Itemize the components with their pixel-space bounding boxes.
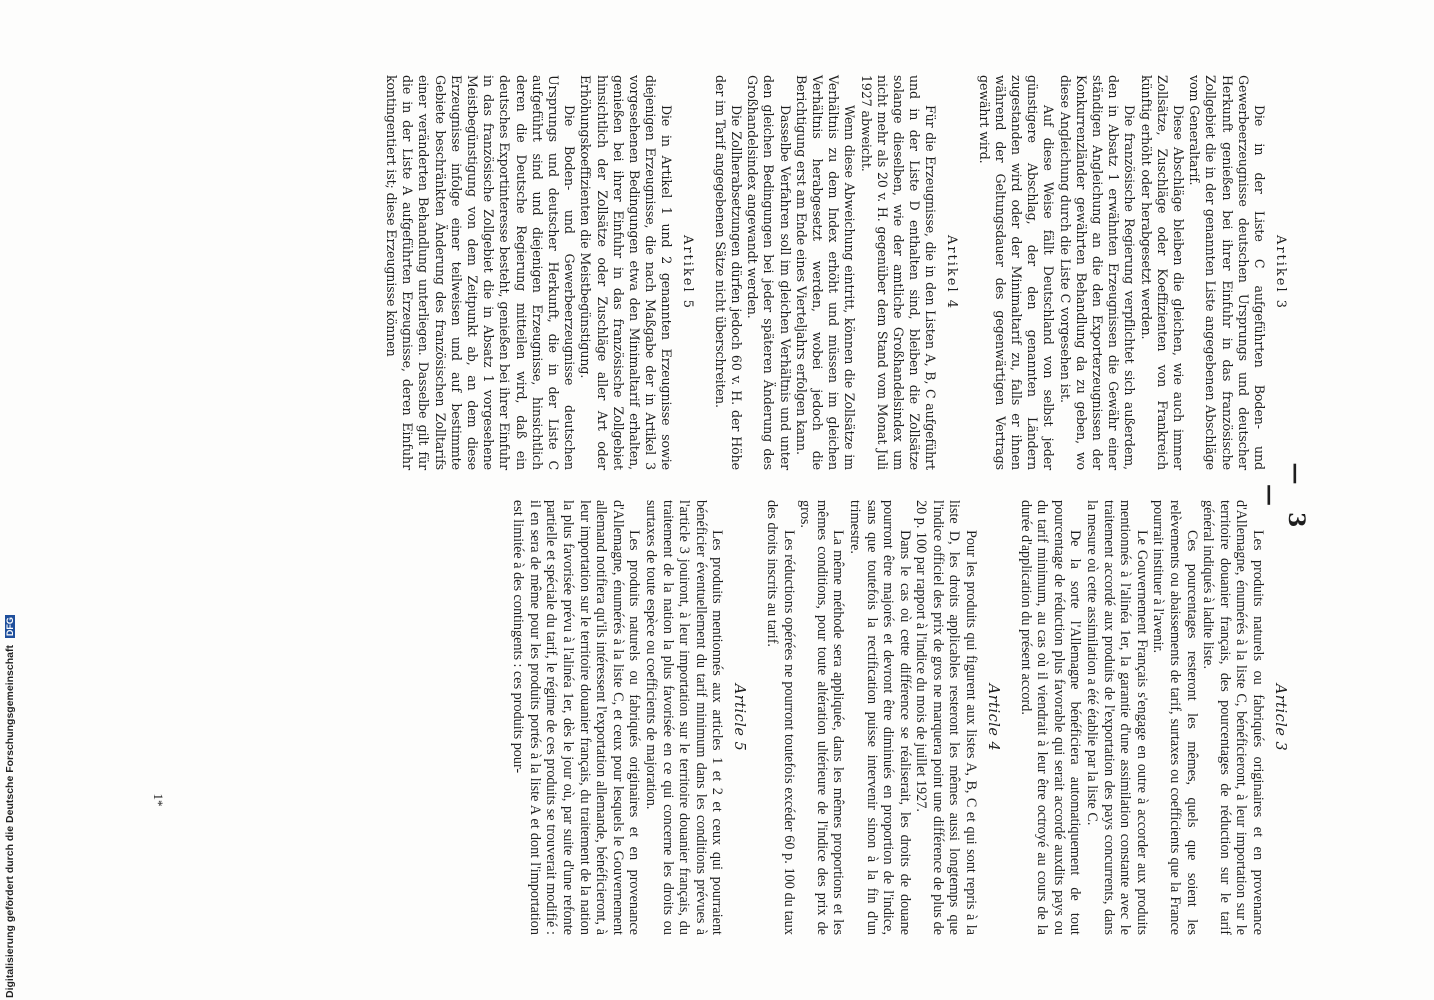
paragraph: Pour les produits qui figurent aux listes A, B, C et qui sont repris à la liste D, les droits applicables resteront les mêmes aussi longtemps que l'indice officiel des prix de gros ne marquera point une différence de plus de 20 p. 100 par rapport à l'indice du mois de juillet 1927. bbox=[913, 500, 980, 935]
article-heading: Article 3 bbox=[1272, 683, 1288, 752]
article-heading: Artikel 5 bbox=[680, 234, 696, 311]
paragraph: Die in der Liste C aufgeführten Boden- und Gewerbeerzeugnisse deutschen Ursprungs und deutscher Herkunft genießen bei ihrer Einfuhr in das französische Zollgebiet die in der genannten Liste angegebenen Abschläge vom Generaltarif. bbox=[1187, 75, 1267, 470]
article-heading: Article 4 bbox=[985, 683, 1002, 752]
paragraph: Die französische Regierung verpflichtet sich außerdem, den in Absatz 1 erwähnten Erzeugnissen die Gewähr einer ständigen Angleichung an die den Exporterzeugnissen der Konkurrenzländer gewährten Behandlung da zu geben, wo diese Angleichung durch die Liste C vorgesehen ist. bbox=[1057, 75, 1138, 470]
german-artikel-5 bbox=[383, 75, 696, 470]
digitization-credit bbox=[4, 598, 16, 998]
paragraph: Diese Abschläge bleiben die gleichen, wie auch immer Zollsätze, Zuschläge oder Koeffizienten von Frankreich künftig erhöht oder herabgesetzt werden. bbox=[1138, 75, 1186, 470]
dfg-logo: DFG bbox=[5, 617, 16, 637]
paragraph: Les produits mentionnés aux articles 1 et 2 et ceux qui pourraient bénéficier éventuellement du tarif minimum dans les conditions prévues à l'article 3 jouiront, à leur importation sur le territoire douanier français, du traitement de la nation la plus favorisée en ce qui concerne les droits ou surtaxes de toute espèce ou coefficients de majoration. bbox=[643, 500, 726, 935]
paragraph: Dans le cas où cette différence se réaliserait, les droits de douane pourront être majorés et devront être diminués en proportion de l'indice, sans que toutefois la rectification puisse intervenir sinon à la fin d'un trimestre. bbox=[846, 500, 913, 935]
paragraph: Les réductions opérées ne pourront toutefois excéder 60 p. 100 du taux des droits inscrits au tarif. bbox=[763, 500, 797, 935]
credit-text: Digitalisierung gefördert durch die Deutsche Forschungsgemeinschaft bbox=[4, 645, 16, 998]
french-article-3 bbox=[1017, 500, 1288, 935]
german-artikel-4 bbox=[712, 75, 960, 470]
article-heading: Article 5 bbox=[731, 683, 748, 752]
page-number: — 3 — bbox=[1257, 462, 1309, 538]
paragraph: Die Boden- und Gewerbeerzeugnisse deutschen Ursprungs und deutscher Herkunft, die in der Liste C aufgeführt sind und diejenigen Erzeugnisse, hinsichtlich deren die Deutsche Regierung mitteilen wird, daß ein deutsches Exportinteresse besteht, genießen bei ihrer Einfuhr in das französische Zollgebiet die in Absatz 1 vorgesehene Meistbegünstigung von dem Zeitpunkt ab, an dem diese Erzeugnisse infolge einer teilweisen und auf bestimmte Gebiete beschränkten Änderung des französischen Zolltarifs einer veränderten Behandlung unterliegen. Dasselbe gilt für die in der Liste A aufgeführten Erzeugnisse, deren Einfuhr kontingentiert ist; diese Erzeugnisse können bbox=[384, 75, 578, 470]
paragraph: Les produits naturels ou fabriqués originaires et en provenance d'Allemagne, énumérés à la liste C, et ceux pour lesquels le Gouvernement allemand notifiera qu'ils intéressent l'exportation allemande, bénéficieront, à leur importation sur le territoire douanier français, du traitement de la nation la plus favorisée prévu à l'alinéa 1er, dès le jour où, par suite d'une refonte partielle et spéciale du tarif, le régime de ces produits se trouverait modifié : il en sera de même pour les produits portés à la liste A et dont l'importation est limitée à des contingents : ces produits pour- bbox=[510, 500, 643, 935]
paragraph: Die in Artikel 1 und 2 genannten Erzeugnisse sowie diejenigen Erzeugnisse, die nach Maßgabe der in Artikel 3 vorgesehenen Bedingungen etwa den Minimaltarif erhalten, genießen bei ihrer Einfuhr in das französische Zollgebiet hinsichtlich der Zollsätze oder Zuschläge aller Art oder Erhöhungskoeffizienten die Meistbegünstigung. bbox=[578, 75, 675, 470]
german-artikel-3 bbox=[975, 75, 1288, 470]
paragraph: Dasselbe Verfahren soll im gleichen Verhältnis und unter den gleichen Bedingungen bei jeder späteren Änderung des Großhandelsindex angewandt werden. bbox=[745, 75, 793, 470]
german-column bbox=[383, 75, 1294, 470]
paragraph: La même méthode sera appliquée, dans les mêmes proportions et les mêmes conditions, pour toute altération ultérieure de l'indice des prix de gros. bbox=[797, 500, 847, 935]
paragraph: Le Gouvernement Français s'engage en outre à accorder aux produits mentionnés à l'alinéa 1er, la garantie d'une assimilation constante avec le traitement accordé aux produits de l'exportation des pays concurrents, dans la mesure où cette assimilation a été établie par la liste C. bbox=[1084, 500, 1150, 935]
article-heading: Artikel 4 bbox=[944, 234, 960, 311]
paragraph: Die Zollherabsetzungen dürfen jedoch 60 v. H. der Höhe der im Tarif angegebenen Sätze nicht überschreiten. bbox=[712, 75, 744, 470]
paragraph: Wenn diese Abweichung eintritt, können die Zollsätze im Verhältnis zu dem Index erhöht und müssen im gleichen Verhältnis herabgesetzt werden, wobei jedoch die Berichtigung erst am Ende eines Vierteljahrs erfolgen kann. bbox=[793, 75, 858, 470]
paragraph: Für die Erzeugnisse, die in den Listen A, B, C aufgeführt und in der Liste D enthalten sind, bleiben die Zollsätze solange dieselben, wie der amtliche Großhandelsindex um nicht mehr als 20 v. H. gegenüber dem Stand vom Monat Juli 1927 abweicht. bbox=[858, 75, 939, 470]
french-article-4 bbox=[763, 500, 1001, 935]
french-column bbox=[510, 500, 1294, 935]
paragraph: Les produits naturels ou fabriqués originaires et en provenance d'Allemagne, énumérés à la liste C, bénéficieront, à leur importation sur le territoire douanier français, des pourcentages de réduction sur le tarif général indiqués à ladite liste. bbox=[1200, 500, 1266, 935]
paragraph: Auf diese Weise fällt Deutschland von selbst jeder günstigere Abschlag, der den genannten Ländern zugestanden wird oder der Minimaltarif zu, falls er ihnen während der Geltungsdauer des gegenwärtigen Vertrags gewährt wird. bbox=[976, 75, 1057, 470]
signature-mark: 1* bbox=[151, 793, 166, 807]
paragraph: Ces pourcentages resteront les mêmes, quels que soient les relèvements ou abaissements de tarif, surtaxes ou coefficients que la France pourrait instituer à l'avenir. bbox=[1150, 500, 1200, 935]
article-heading: Artikel 3 bbox=[1273, 234, 1288, 311]
paragraph: De la sorte l'Allemagne bénéficiera automatiquement de tout pourcentage de réduction plus favorable qui serait accordé auxdits pays ou du tarif minimum, au cas où il viendrait à leur être octroyé au cours de la durée d'application du présent accord. bbox=[1017, 500, 1084, 935]
french-article-5 bbox=[510, 500, 748, 935]
